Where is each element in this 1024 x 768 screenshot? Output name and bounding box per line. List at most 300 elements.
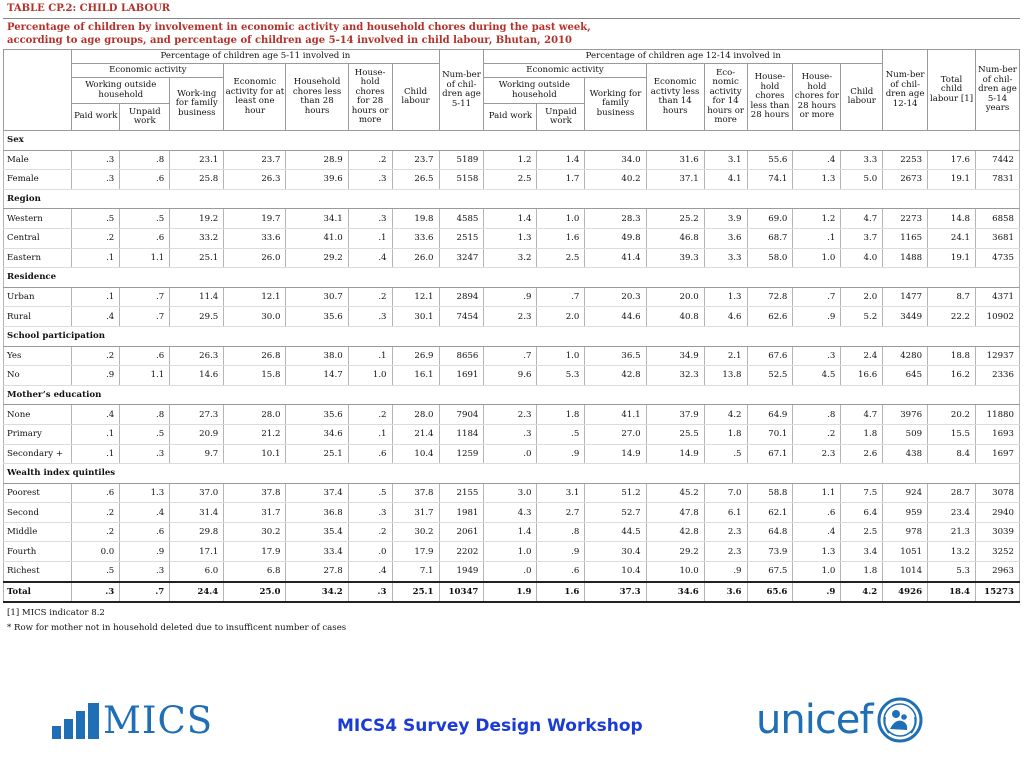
table-cell: 29.5 (170, 307, 224, 327)
table-cell: 2.3 (704, 522, 747, 542)
table-cell: 28.0 (392, 405, 439, 425)
table-cell: 3.0 (484, 483, 537, 503)
header-working-outside-12-14: Working outside household (484, 78, 585, 104)
section-label: Region (4, 189, 1020, 209)
table-cell: 1.4 (484, 522, 537, 542)
table-cell: 55.6 (747, 150, 793, 170)
table-cell: .3 (348, 503, 392, 523)
table-cell: .1 (793, 228, 841, 248)
table-cell: 2.4 (841, 346, 883, 366)
table-cell: 1.1 (793, 483, 841, 503)
table-cell: .7 (120, 307, 170, 327)
table-cell: 1051 (883, 542, 928, 562)
table-row (4, 307, 1020, 327)
table-cell: 1.2 (484, 150, 537, 170)
row-label: Secondary + (4, 444, 72, 464)
table-cell: 2.0 (841, 287, 883, 307)
mics-logo-bars-icon (52, 703, 99, 739)
table-cell: 17.6 (928, 150, 976, 170)
table-cell: 3.7 (841, 228, 883, 248)
total-cell: 18.4 (928, 582, 976, 603)
table-cell: 20.0 (646, 287, 704, 307)
total-label: Total (4, 582, 72, 603)
table-cell: 37.8 (392, 483, 439, 503)
header-paid-work-5-11: Paid work (72, 104, 120, 131)
table-cell: 34.9 (646, 346, 704, 366)
table-cell: 3.4 (841, 542, 883, 562)
header-blank (4, 50, 72, 131)
table-cell: 23.1 (170, 150, 224, 170)
unicef-emblem-icon (877, 697, 923, 743)
header-number-children-12-14: Num-ber of chil-dren age 12-14 (883, 50, 928, 131)
table-cell: .2 (72, 346, 120, 366)
total-cell: 15273 (976, 582, 1020, 603)
table-cell: 0.0 (72, 542, 120, 562)
table-row (4, 444, 1020, 464)
table-cell: .4 (348, 562, 392, 582)
table-cell: 25.8 (170, 170, 224, 190)
table-cell: 7.5 (841, 483, 883, 503)
header-unpaid-work-5-11: Unpaid work (120, 104, 170, 131)
table-cell: 27.0 (585, 424, 646, 444)
section-row (4, 464, 1020, 484)
section-row (4, 189, 1020, 209)
table-row (4, 522, 1020, 542)
table-cell: 30.2 (224, 522, 286, 542)
table-cell: .1 (348, 346, 392, 366)
table-cell: .5 (120, 424, 170, 444)
table-cell: 7904 (439, 405, 484, 425)
table-cell: 49.8 (585, 228, 646, 248)
table-cell: 13.2 (928, 542, 976, 562)
table-cell: 3681 (976, 228, 1020, 248)
table-cell: 28.9 (286, 150, 348, 170)
table-cell: 10.4 (392, 444, 439, 464)
table-cell: .9 (120, 542, 170, 562)
table-cell: 40.8 (646, 307, 704, 327)
table-row (4, 346, 1020, 366)
section-label: Wealth index quintiles (4, 464, 1020, 484)
table-cell: .3 (120, 562, 170, 582)
table-cell: 2061 (439, 522, 484, 542)
table-cell: 978 (883, 522, 928, 542)
table-cell: 1.3 (793, 542, 841, 562)
table-cell: 58.0 (747, 248, 793, 268)
table-cell: 21.2 (224, 424, 286, 444)
table-cell: 2336 (976, 366, 1020, 386)
table-cell: 23.4 (928, 503, 976, 523)
table-cell: 74.1 (747, 170, 793, 190)
table-cell: 16.6 (841, 366, 883, 386)
table-subtitle (3, 19, 1020, 49)
total-cell: 10347 (439, 582, 484, 603)
table-cell: 10.1 (224, 444, 286, 464)
table-cell: 5.0 (841, 170, 883, 190)
table-row (4, 150, 1020, 170)
table-cell: 30.2 (392, 522, 439, 542)
table-cell: 7.0 (704, 483, 747, 503)
table-cell: 17.9 (392, 542, 439, 562)
table-cell: .3 (484, 424, 537, 444)
table-cell: 4.7 (841, 209, 883, 229)
table-cell: 30.7 (286, 287, 348, 307)
table-cell: 1.7 (537, 170, 585, 190)
table-cell: 41.4 (585, 248, 646, 268)
table-cell: 10.4 (585, 562, 646, 582)
table-cell: 23.7 (392, 150, 439, 170)
table-cell: 45.2 (646, 483, 704, 503)
table-cell: 7442 (976, 150, 1020, 170)
table-cell: .8 (537, 522, 585, 542)
table-cell: 8.4 (928, 444, 976, 464)
table-cell: 33.2 (170, 228, 224, 248)
table-cell: 2894 (439, 287, 484, 307)
table-cell: .9 (484, 287, 537, 307)
row-label: Central (4, 228, 72, 248)
table-cell: 2.3 (484, 307, 537, 327)
table-cell: 1.6 (537, 228, 585, 248)
table-row (4, 228, 1020, 248)
total-cell: .3 (348, 582, 392, 603)
table-row (4, 562, 1020, 582)
row-label: None (4, 405, 72, 425)
table-cell: .3 (348, 209, 392, 229)
table-cell: .8 (120, 150, 170, 170)
table-cell: 2.6 (841, 444, 883, 464)
table-cell: 4371 (976, 287, 1020, 307)
table-header (4, 50, 1020, 131)
table-cell: 1165 (883, 228, 928, 248)
table-cell: 5189 (439, 150, 484, 170)
table-cell: 41.1 (585, 405, 646, 425)
table-cell: 52.7 (585, 503, 646, 523)
table-cell: 2202 (439, 542, 484, 562)
table-cell: .2 (348, 522, 392, 542)
table-cell: 1949 (439, 562, 484, 582)
table-cell: 1.1 (120, 248, 170, 268)
table-cell: .6 (537, 562, 585, 582)
table-cell: 10.0 (646, 562, 704, 582)
table-cell: 30.1 (392, 307, 439, 327)
table-cell: 42.8 (585, 366, 646, 386)
table-cell: 25.2 (646, 209, 704, 229)
table-cell: 44.5 (585, 522, 646, 542)
table-cell: 1981 (439, 503, 484, 523)
table-cell: 20.3 (585, 287, 646, 307)
table-cell: 2273 (883, 209, 928, 229)
table-cell: 17.1 (170, 542, 224, 562)
table-cell: .2 (348, 287, 392, 307)
table-cell: 64.8 (747, 522, 793, 542)
table-cell: 31.7 (392, 503, 439, 523)
table-cell: 12.1 (224, 287, 286, 307)
table-cell: 6.1 (704, 503, 747, 523)
header-unpaid-work-12-14: Unpaid work (537, 104, 585, 131)
table-cell: 1.3 (120, 483, 170, 503)
table-row (4, 542, 1020, 562)
header-working-family-12-14: Working for family business (585, 78, 646, 131)
table-cell: .9 (537, 444, 585, 464)
table-cell: 64.9 (747, 405, 793, 425)
header-child-labour-12-14: Child labour (841, 64, 883, 131)
header-group-12-14: Percentage of children age 12-14 involved in (484, 50, 883, 64)
table-cell: 37.4 (286, 483, 348, 503)
table-cell: 4735 (976, 248, 1020, 268)
table-cell: 27.8 (286, 562, 348, 582)
table-cell: 1488 (883, 248, 928, 268)
table-cell: 1.8 (841, 424, 883, 444)
table-cell: 2.3 (793, 444, 841, 464)
table-cell: 2940 (976, 503, 1020, 523)
table-cell: .9 (537, 542, 585, 562)
note-indicator: [1] MICS indicator 8.2 (7, 608, 105, 619)
table-cell: 58.8 (747, 483, 793, 503)
table-cell: 1.4 (537, 150, 585, 170)
total-cell: .9 (793, 582, 841, 603)
total-cell: 34.2 (286, 582, 348, 603)
table-row (4, 483, 1020, 503)
table-cell: 31.6 (646, 150, 704, 170)
table-cell: 33.6 (224, 228, 286, 248)
table-cell: 21.4 (392, 424, 439, 444)
total-cell: 25.0 (224, 582, 286, 603)
table-cell: .3 (348, 170, 392, 190)
table-cell: 2253 (883, 150, 928, 170)
table-cell: 3.1 (704, 150, 747, 170)
table-cell: .3 (72, 150, 120, 170)
table-cell: 2.3 (484, 405, 537, 425)
table-cell: .1 (348, 424, 392, 444)
table-cell: .3 (120, 444, 170, 464)
table-cell: 5.2 (841, 307, 883, 327)
row-label: Urban (4, 287, 72, 307)
row-label: Rural (4, 307, 72, 327)
table-cell: 3.9 (704, 209, 747, 229)
row-label: Female (4, 170, 72, 190)
header-total-child-labour: Total child labour [1] (928, 50, 976, 131)
table-cell: 2963 (976, 562, 1020, 582)
table-cell: 26.8 (224, 346, 286, 366)
table-body (4, 131, 1020, 603)
table-cell: .2 (348, 405, 392, 425)
table-cell: 5158 (439, 170, 484, 190)
table-cell: 7.1 (392, 562, 439, 582)
table-cell: 1.8 (841, 562, 883, 582)
table-cell: .6 (120, 170, 170, 190)
table-cell: 47.8 (646, 503, 704, 523)
total-cell: 3.6 (704, 582, 747, 603)
table-cell: 1.0 (348, 366, 392, 386)
section-label: Residence (4, 268, 1020, 288)
table-cell: .8 (793, 405, 841, 425)
total-cell: 4926 (883, 582, 928, 603)
table-cell: .5 (348, 483, 392, 503)
table-cell: 1.2 (793, 209, 841, 229)
total-cell: 4.2 (841, 582, 883, 603)
table-cell: 4.3 (484, 503, 537, 523)
table-cell: 62.1 (747, 503, 793, 523)
table-cell: .4 (348, 248, 392, 268)
total-row (4, 582, 1020, 603)
total-cell: 34.6 (646, 582, 704, 603)
table-cell: 23.7 (224, 150, 286, 170)
section-row (4, 131, 1020, 151)
table-cell: 3976 (883, 405, 928, 425)
table-cell: .9 (704, 562, 747, 582)
table-cell: .6 (348, 444, 392, 464)
table-cell: 19.7 (224, 209, 286, 229)
header-child-labour-5-11: Child labour (392, 64, 439, 131)
table-cell: 959 (883, 503, 928, 523)
table-cell: .1 (72, 287, 120, 307)
table-cell: 2.0 (537, 307, 585, 327)
row-label: Male (4, 150, 72, 170)
table-cell: 1477 (883, 287, 928, 307)
table-cell: 33.4 (286, 542, 348, 562)
table-cell: .0 (484, 444, 537, 464)
table-row (4, 248, 1020, 268)
header-economic-activity-5-11: Economic activity (72, 64, 224, 78)
table-cell: .7 (484, 346, 537, 366)
table-cell: 26.3 (170, 346, 224, 366)
table-cell: 69.0 (747, 209, 793, 229)
table-cell: 1697 (976, 444, 1020, 464)
table-cell: 31.4 (170, 503, 224, 523)
table-cell: .1 (72, 444, 120, 464)
table-cell: 35.4 (286, 522, 348, 542)
table-cell: 438 (883, 444, 928, 464)
table-cell: 3252 (976, 542, 1020, 562)
table-cell: 7831 (976, 170, 1020, 190)
unicef-logo-text: unicef (756, 697, 873, 743)
table-row (4, 366, 1020, 386)
table-cell: 6.8 (224, 562, 286, 582)
table-cell: 37.0 (170, 483, 224, 503)
header-number-children-5-14: Num-ber of chil-dren age 5-14 years (976, 50, 1020, 131)
table-cell: 4.6 (704, 307, 747, 327)
table-cell: 11.4 (170, 287, 224, 307)
table-cell: 2.1 (704, 346, 747, 366)
table-cell: 1691 (439, 366, 484, 386)
header-econ-at-least-one-hour: Economic activity for at least one hour (224, 64, 286, 131)
table-cell: 1.0 (793, 562, 841, 582)
table-cell: 10902 (976, 307, 1020, 327)
table-cell: 1.0 (484, 542, 537, 562)
table-cell: 29.2 (286, 248, 348, 268)
table-cell: 2515 (439, 228, 484, 248)
table-cell: 51.2 (585, 483, 646, 503)
total-cell: 37.3 (585, 582, 646, 603)
table-row (4, 424, 1020, 444)
table-cell: .4 (120, 503, 170, 523)
table-row (4, 209, 1020, 229)
table-cell: .6 (120, 346, 170, 366)
table-notes (3, 603, 1020, 636)
table-cell: 35.6 (286, 405, 348, 425)
table-cell: 39.3 (646, 248, 704, 268)
table-row (4, 287, 1020, 307)
table-cell: 8.7 (928, 287, 976, 307)
table-cell: 1.8 (537, 405, 585, 425)
table-cell: 2.3 (704, 542, 747, 562)
table-cell: 1693 (976, 424, 1020, 444)
unicef-logo (756, 697, 923, 743)
table-cell: 33.6 (392, 228, 439, 248)
table-cell: 6.0 (170, 562, 224, 582)
table-cell: 40.2 (585, 170, 646, 190)
table-cell: 31.7 (224, 503, 286, 523)
table-cell: .5 (120, 209, 170, 229)
workshop-title: MICS4 Survey Design Workshop (337, 716, 643, 736)
row-label: Western (4, 209, 72, 229)
table-title: TABLE CP.2: CHILD LABOUR (3, 1, 1020, 19)
table-cell: 1184 (439, 424, 484, 444)
table-cell: 15.8 (224, 366, 286, 386)
table-cell: 14.9 (585, 444, 646, 464)
table-cell: 12.1 (392, 287, 439, 307)
table-cell: 14.8 (928, 209, 976, 229)
row-label: Eastern (4, 248, 72, 268)
table-cell: .4 (72, 405, 120, 425)
table-cell: 41.0 (286, 228, 348, 248)
table-cell: 3.6 (704, 228, 747, 248)
table-cell: 5.3 (537, 366, 585, 386)
table-cell: 18.8 (928, 346, 976, 366)
table-cell: 34.1 (286, 209, 348, 229)
table-cell: 14.9 (646, 444, 704, 464)
table-cell: .3 (793, 346, 841, 366)
table-cell: 16.2 (928, 366, 976, 386)
table-cell: 14.7 (286, 366, 348, 386)
table-cell: 52.5 (747, 366, 793, 386)
table-cell: 1.0 (793, 248, 841, 268)
table-cell: 36.5 (585, 346, 646, 366)
table-cell: 72.8 (747, 287, 793, 307)
table-cell: 1.0 (537, 346, 585, 366)
table-cell: 62.6 (747, 307, 793, 327)
row-label: Second (4, 503, 72, 523)
table-cell: .2 (793, 424, 841, 444)
table-cell: 46.8 (646, 228, 704, 248)
table-cell: .7 (120, 287, 170, 307)
header-econ-less-14: Economic activty less than 14 hours (646, 64, 704, 131)
table-cell: 924 (883, 483, 928, 503)
row-label: Richest (4, 562, 72, 582)
table-cell: .1 (72, 248, 120, 268)
table-cell: 3.2 (484, 248, 537, 268)
header-number-children-5-11: Num-ber of chil-dren age 5-11 (439, 50, 484, 131)
header-chores-less-28-12-14: House-hold chores less than 28 hours (747, 64, 793, 131)
table-cell: 26.0 (224, 248, 286, 268)
table-cell: 6858 (976, 209, 1020, 229)
table-cell: 12937 (976, 346, 1020, 366)
table-cell: 3247 (439, 248, 484, 268)
row-label: Yes (4, 346, 72, 366)
table-cell: 13.8 (704, 366, 747, 386)
header-working-family-5-11: Work-ing for family business (170, 78, 224, 131)
table-cell: .6 (72, 483, 120, 503)
table-cell: 39.6 (286, 170, 348, 190)
table-cell: 27.3 (170, 405, 224, 425)
table-cell: 26.9 (392, 346, 439, 366)
mics-logo-text: MICS (103, 699, 214, 742)
table-cell: 2.5 (841, 522, 883, 542)
table-cell: 67.5 (747, 562, 793, 582)
section-row (4, 326, 1020, 346)
header-economic-activity-12-14: Economic activity (484, 64, 646, 78)
table-cell: 7454 (439, 307, 484, 327)
table-cell: 1.0 (537, 209, 585, 229)
